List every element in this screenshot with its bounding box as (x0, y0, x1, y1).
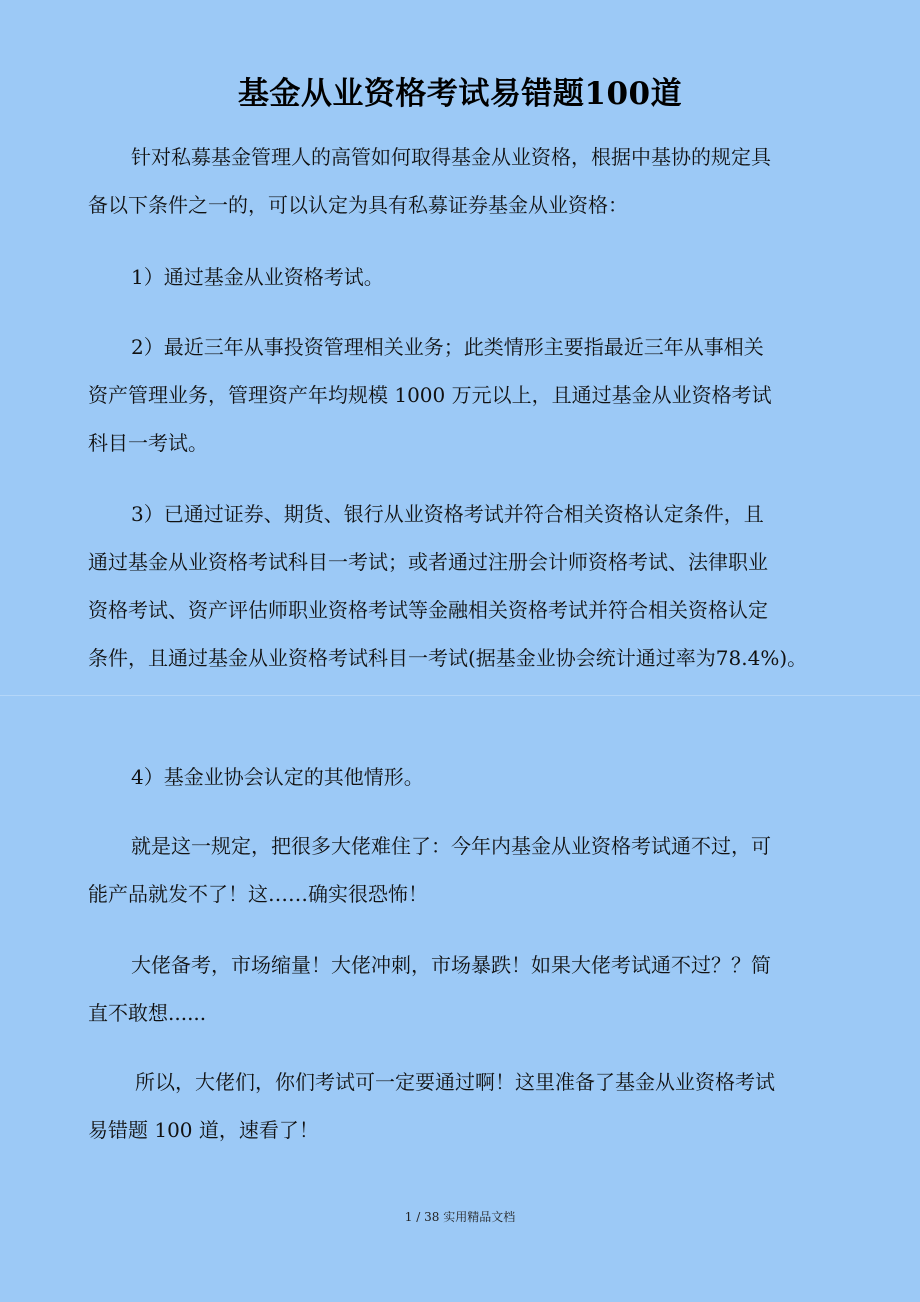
condition-item-2 (88, 323, 830, 467)
item4-line-1: 4）基金业协会认定的其他情形。 (131, 765, 424, 789)
para6-line-2: 直不敢想...... (88, 1001, 207, 1025)
paragraph-5 (88, 822, 830, 918)
page-divider (0, 695, 920, 696)
item2-line-3: 科目一考试。 (88, 431, 208, 455)
para5-line-1: 就是这一规定，把很多大佬难住了：今年内基金从业资格考试通不过，可 (131, 834, 771, 858)
item3-line-4: 条件，且通过基金从业资格考试科目一考试(据基金业协会统计通过率为78.4%)。 (88, 646, 808, 670)
intro-line-1: 针对私募基金管理人的高管如何取得基金从业资格，根据中基协的规定具 (131, 145, 771, 169)
item3-line-1: 3）已通过证券、期货、银行从业资格考试并符合相关资格认定条件，且 (131, 502, 764, 526)
intro-line-2: 备以下条件之一的，可以认定为具有私募证券基金从业资格： (88, 193, 628, 217)
condition-item-4 (88, 753, 830, 801)
item2-line-1: 2）最近三年从事投资管理相关业务；此类情形主要指最近三年从事相关 (131, 335, 764, 359)
item3-line-3: 资格考试、资产评估师职业资格考试等金融相关资格考试并符合相关资格认定 (88, 598, 768, 622)
document-title: 基金从业资格考试易错题100道 (237, 76, 683, 112)
item3-line-2: 通过基金从业资格考试科目一考试；或者通过注册会计师资格考试、法律职业 (88, 550, 768, 574)
paragraph-6 (88, 941, 830, 1037)
item2-line-2: 资产管理业务，管理资产年均规模 1000 万元以上，且通过基金从业资格考试 (88, 383, 772, 407)
page-footer: 1 / 38 实用精品文档 (404, 1210, 516, 1224)
intro-paragraph (88, 133, 830, 229)
para6-line-1: 大佬备考，市场缩量！大佬冲刺，市场暴跌！如果大佬考试通不过？？简 (131, 953, 771, 977)
item1-line-1: 1）通过基金从业资格考试。 (131, 265, 384, 289)
condition-item-1 (88, 253, 830, 301)
para5-line-2: 能产品就发不了！这……确实很恐怖！ (88, 882, 428, 906)
condition-item-3 (88, 490, 830, 682)
para7-line-1: 所以，大佬们，你们考试可一定要通过啊！这里准备了基金从业资格考试 (135, 1070, 775, 1094)
para7-line-2: 易错题 100 道，速看了！ (88, 1118, 319, 1142)
paragraph-7 (88, 1058, 830, 1154)
